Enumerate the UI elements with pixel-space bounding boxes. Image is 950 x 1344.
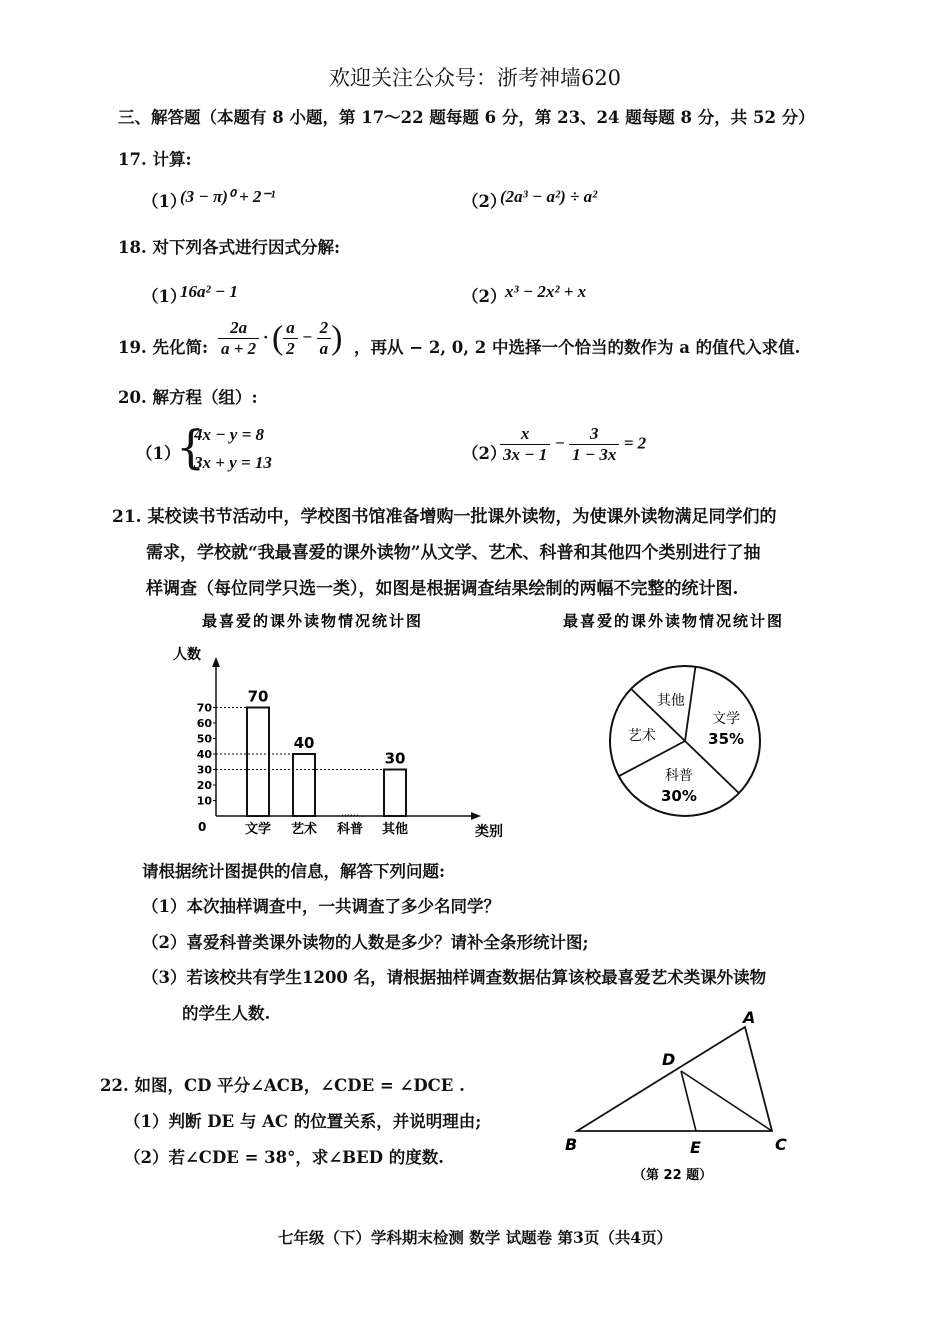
x-tick-label: 其他 [381,822,409,837]
y-tick-label: 30 [196,763,212,777]
q17-p2-label: （2） [462,192,507,211]
pie-slice-label: 其他 [656,692,685,709]
origin-label: 0 [198,820,207,834]
section-title: 三、解答题（本题有 8 小题，第 17～22 题每题 6 分，第 23、24 题每题 8 分，共 52 分） [118,108,815,127]
q19-stem: 19. 先化简: [118,338,209,357]
q18-stem: 18. 对下列各式进行因式分解: [118,238,341,257]
label-d: D [662,1050,676,1069]
bar-data-label: 30 [384,749,406,768]
q20-p1-label: （1） [136,444,181,463]
bar [384,770,406,817]
pie-slice-label: 艺术 [627,727,656,744]
y-tick-label: 70 [196,701,212,715]
pie-chart [555,605,825,850]
y-tick-label: 50 [196,732,212,746]
q20-eq2: 3x + y = 13 [194,453,272,472]
bar-chart-title: 最喜爱的课外读物情况统计图 [202,612,424,630]
bar-chart-ylabel: 人数 [173,647,201,663]
q19-expression: $\frac{2a}{a + 2}$ · ( $\frac{a}{2}$ − $\frac{2}{a}$ ) [218,318,342,359]
label-a: A [743,1008,756,1027]
q22-sub1: （1）判断 DE 与 AC 的位置关系，并说明理由; [124,1112,482,1131]
q21-sub1: （1）本次抽样调查中，一共调查了多少名同学？ [142,897,500,916]
q18-p2: x³ − 2x² + x [505,282,587,301]
page-footer: 七年级（下）学科期末检测 数学 试题卷 第3页（共4页） [277,1228,673,1247]
q18-p2-label: （2） [462,287,507,306]
y-tick-label: 10 [196,794,212,808]
y-tick-label: 40 [196,748,212,761]
q19-tail: ，再从 − 2, 0, 2 中选择一个恰当的数作为 a 的值代入求值. [354,338,801,357]
q22-sub2: （2）若∠CDE = 38°，求∠BED 的度数. [124,1148,444,1167]
q18-p1: 16a² − 1 [180,282,238,301]
y-tick-label: 60 [196,717,212,730]
q21-line2: 需求，学校就“我最喜爱的课外读物”从文学、艺术、科普和其他四个类别进行了抽 [146,543,761,563]
label-c: C [775,1135,787,1154]
label-e: E [690,1138,701,1157]
x-tick-label: 艺术 [290,822,318,837]
label-b: B [565,1135,578,1154]
q17-stem: 17. 计算: [118,150,192,169]
y-tick-label: 20 [196,779,212,792]
q18-p1-label: （1） [142,287,187,306]
q17-p2: (2a³ − a²) ÷ a² [500,187,598,206]
q21-line3: 样调查（每位同学只选一类），如图是根据调查结果绘制的两幅不完整的统计图. [146,579,739,599]
q20-p2-label: （2） [462,444,507,463]
bar-chart [150,605,530,850]
triangle-figure [555,1005,815,1190]
pie-slice-percent: 30% [660,787,697,806]
q17-p1: (3 − π)⁰ + 2⁻¹ [180,187,276,206]
x-axis-label: 类别 [475,824,503,840]
watermark-header: 欢迎关注公众号：浙考神墙620 [328,66,622,90]
x-tick-label: 文学 [244,822,272,837]
pie-slice-label: 科普 [664,768,693,785]
brace-icon: { [176,420,206,474]
y-axis-arrow-icon [212,657,220,667]
bar-data-label: 70 [247,687,269,706]
x-axis-arrow-icon [471,812,481,820]
q17-p1-label: （1） [142,192,187,211]
q21-instruction: 请根据统计图提供的信息，解答下列问题: [142,862,446,881]
pie-slice-label: 文学 [712,710,741,727]
q20-p2-expression: $\frac{x}{3x - 1}$ − $\frac{3}{1 - 3x}$ = 2 [500,424,646,465]
pie-slice-percent: 35% [708,729,745,748]
x-tick-label: 科普 [336,822,364,837]
q21-line1: 21. 某校读书节活动中，学校图书馆准备增购一批课外读物，为使课外读物满足同学们的 [112,507,777,527]
q22-stem: 22. 如图，CD 平分∠ACB，∠CDE = ∠DCE . [100,1076,465,1095]
q20-eq1: 4x − y = 8 [194,425,265,444]
q20-stem: 20. 解方程（组）: [118,388,258,407]
pie-chart-title: 最喜爱的课外读物情况统计图 [563,612,785,630]
bar [247,708,269,817]
q21-sub3a: （3）若该校共有学生1200 名，请根据抽样调查数据估算该校最喜爱艺术类课外读物 [142,968,767,987]
bar [293,754,315,816]
figure-caption: （第 22 题） [633,1168,713,1183]
q21-sub3b: 的学生人数. [182,1004,271,1023]
triangle-abc [577,1027,772,1131]
bar-data-label: 40 [293,734,315,752]
q21-sub2: （2）喜爱科普类课外读物的人数是多少？请补全条形统计图; [142,933,589,952]
